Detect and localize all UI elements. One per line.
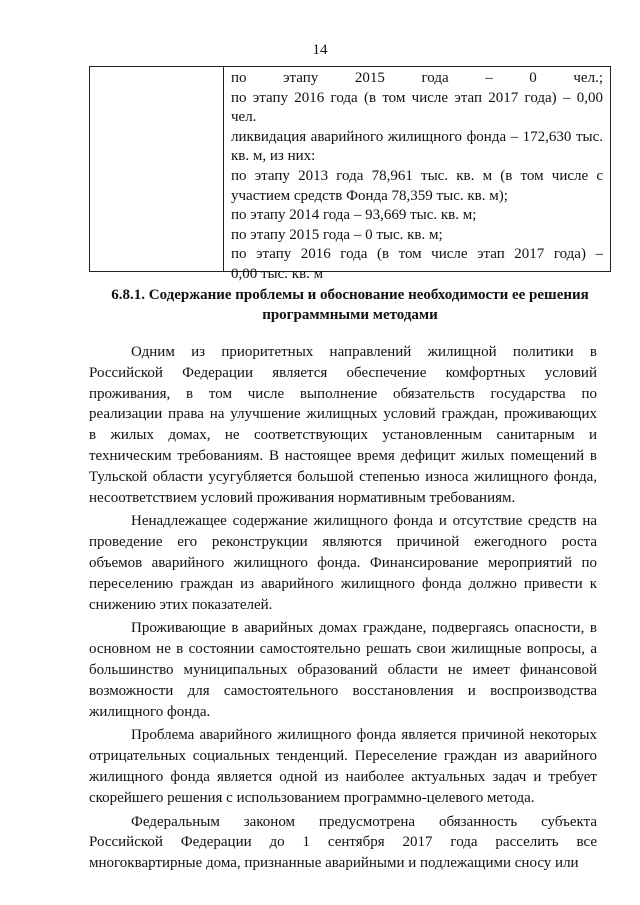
section-heading-line: 6.8.1. Содержание проблемы и обоснование необходимости ее решения <box>111 287 589 303</box>
paragraph-line: возможности для самостоятельного восстановления и воспроизводства <box>89 682 597 699</box>
table-line: кв. м, из них: <box>231 148 316 165</box>
paragraph-line: переселению граждан из аварийного жилищного фонда должно привести к <box>89 575 597 592</box>
paragraph-line: Проблема аварийного жилищного фонда является причиной некоторых <box>131 727 597 744</box>
table-line: 0,00 тыс. кв. м <box>231 265 324 282</box>
paragraph <box>89 342 597 508</box>
table-line: по этапу 2014 года – 93,669 тыс. кв. м; <box>231 207 477 224</box>
table-line: по этапу 2016 года (в том числе этап 2017 года) – 0,00 <box>231 89 603 106</box>
paragraph-line: снижению этих показателей. <box>89 596 273 613</box>
table-line: по этапу 2013 года 78,961 тыс. кв. м (в том числе с <box>231 167 603 184</box>
table-line: чел. <box>231 109 257 126</box>
paragraph-line: проживания, в том числе выполнение обязательств государства по <box>89 385 597 402</box>
paragraph-line: Одним из приоритетных направлений жилищной политики в <box>131 344 597 360</box>
paragraph-line: техническим требованиям. В настоящее время дефицит жилых помещений в <box>89 447 597 464</box>
paragraph-line: скорейшего решения с использованием программно-целевого метода. <box>89 789 535 806</box>
paragraph-line: в жилых домах, не соответствующих установленным санитарным и <box>89 427 597 444</box>
body-text <box>89 342 597 877</box>
paragraph-line: основном не в состоянии самостоятельно решать свои жилищные вопросы, а <box>89 641 597 658</box>
paragraph <box>89 725 597 808</box>
paragraph-line: Тульской области усугубляется большой степенью износа жилищного фонда, <box>89 468 597 485</box>
paragraph <box>89 812 597 874</box>
table-line: участием средств Фонда 78,359 тыс. кв. м); <box>231 187 508 204</box>
paragraph-line: многоквартирные дома, признанные аварийными и подлежащими сносу или <box>89 855 579 872</box>
paragraph <box>89 511 597 615</box>
table-cell-values <box>231 69 603 285</box>
paragraph <box>89 618 597 722</box>
paragraph-line: проведение его реконструкции являются причиной ежегодного роста <box>89 534 597 551</box>
paragraph-line: Федеральным законом предусмотрена обязанность субъекта <box>131 813 597 830</box>
table-line: по этапу 2015 года – 0 чел.; <box>231 70 603 86</box>
paragraph-line: реализации права на улучшение жилищных условий граждан, проживающих <box>89 406 597 423</box>
table-line: по этапу 2016 года (в том числе этап 2017 года) – <box>231 246 603 263</box>
paragraph-line: Российской Федерации является обеспечение комфортных условий <box>89 364 597 381</box>
paragraph-line: Проживающие в аварийных домах граждане, подвергаясь опасности, в <box>131 620 597 637</box>
table-column-divider <box>223 67 224 271</box>
table-line: ликвидация аварийного жилищного фонда – 172,630 тыс. <box>231 128 603 145</box>
paragraph-line: несоответствием условий проживания нормативным требованиям. <box>89 489 516 506</box>
paragraph-line: Российской Федерации до 1 сентября 2017 года расселить все <box>89 834 597 851</box>
table-line: по этапу 2015 года – 0 тыс. кв. м; <box>231 226 443 243</box>
paragraph-line: большинство муниципальных образований области не имеет финансовой <box>89 661 597 678</box>
page-number: 14 <box>312 42 328 58</box>
paragraph-line: жилищного фонда. <box>89 703 211 720</box>
paragraph-line: жилищного фонда является одной из наиболее актуальных задач и требует <box>89 768 597 785</box>
paragraph-line: объемов аварийного жилищного фонда. Финансирование мероприятий по <box>89 554 597 571</box>
program-table <box>89 66 611 282</box>
section-heading-line: программными методами <box>262 306 438 323</box>
section-heading <box>60 286 640 325</box>
paragraph-line: отрицательных социальных тенденций. Переселение граждан из аварийного <box>89 748 597 765</box>
paragraph-line: Ненадлежащее содержание жилищного фонда и отсутствие средств на <box>131 513 597 530</box>
